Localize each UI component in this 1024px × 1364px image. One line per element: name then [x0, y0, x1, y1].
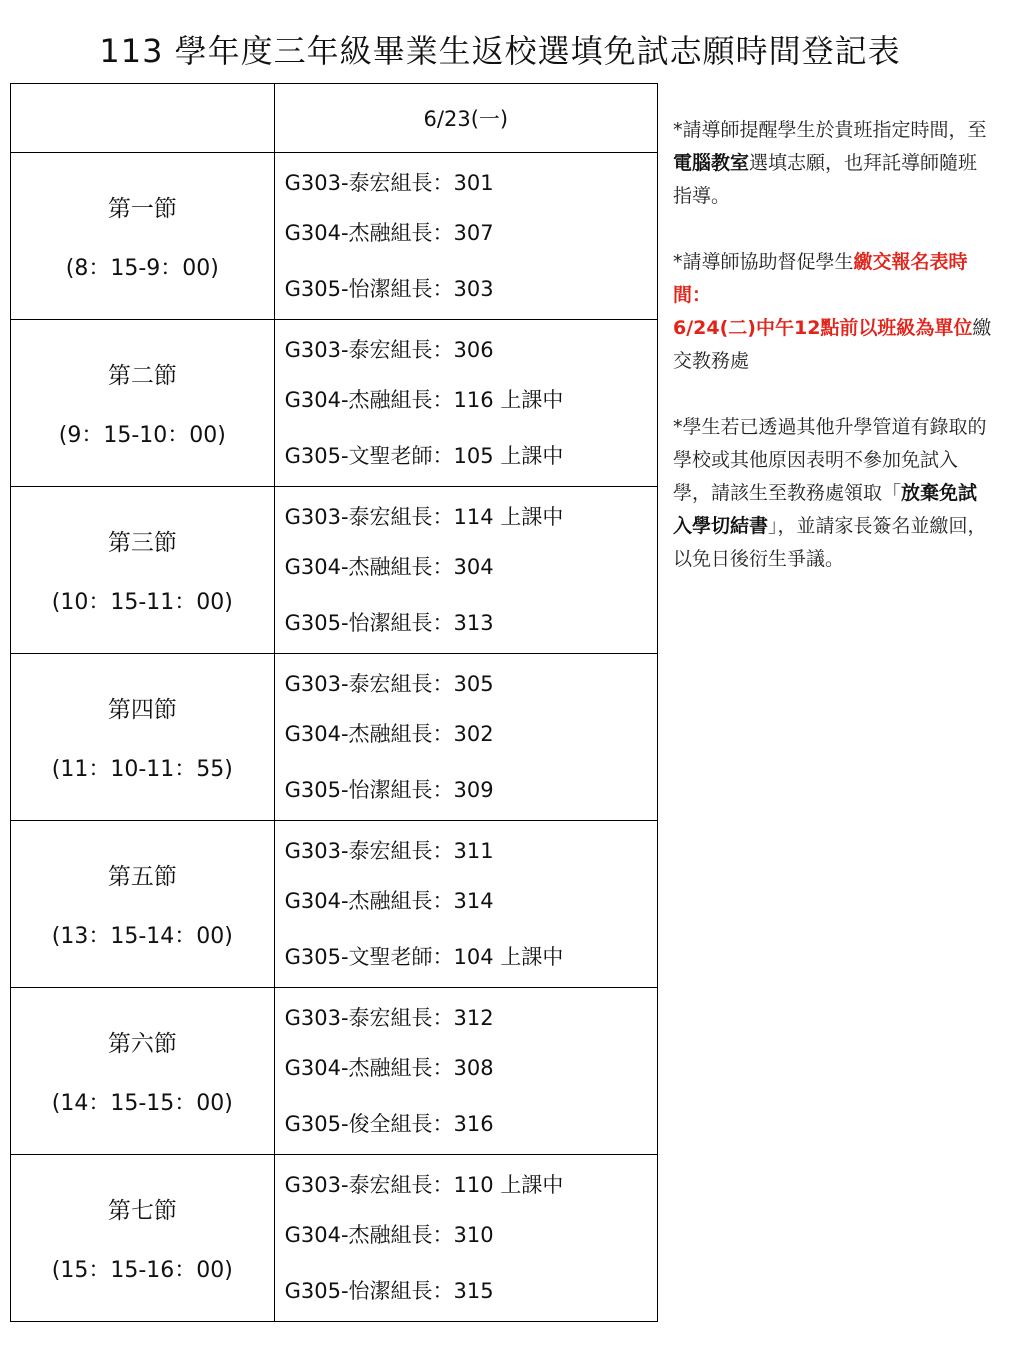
period-cell	[11, 153, 275, 320]
note2-red-deadline: 6/24(二)中午12點前以班級為單位	[673, 317, 973, 339]
table-row	[11, 153, 658, 320]
assignment-line: G305-怡潔組長：303	[284, 277, 494, 301]
note3-text-a: *學生若已透過其他升學管道有錄取的學校或其他原因表明不參加免試入學，請該生至教務處領取「	[673, 416, 987, 504]
note-abandon-statement	[673, 411, 995, 576]
notes-panel	[673, 114, 995, 609]
assignment-cell	[274, 487, 657, 654]
period-time: (8：15-9：00)	[65, 256, 219, 281]
assignment-cell	[274, 654, 657, 821]
header-date: 6/23(一)	[274, 84, 657, 153]
period-cell	[11, 1155, 275, 1322]
assignment-line: G304-杰融組長：307	[284, 221, 494, 245]
period-cell	[11, 320, 275, 487]
assignment-cell	[274, 320, 657, 487]
assignment-line: G305-怡潔組長：315	[284, 1279, 494, 1303]
assignment-line: G303-泰宏組長：311	[284, 839, 494, 863]
assignment-cell	[274, 1155, 657, 1322]
table-header-row	[11, 84, 658, 153]
period-time: (13：15-14：00)	[51, 924, 233, 949]
note-computer-room	[673, 114, 995, 213]
period-cell	[11, 988, 275, 1155]
page-title: 113 學年度三年級畢業生返校選填免試志願時間登記表	[99, 32, 901, 70]
period-name: 第五節	[107, 864, 177, 890]
assignment-line: G304-杰融組長：308	[284, 1056, 494, 1080]
note-submission-deadline	[673, 246, 995, 378]
header-empty-cell	[11, 84, 275, 153]
period-cell	[11, 654, 275, 821]
period-name: 第二節	[107, 363, 177, 389]
note3-highlight: 放棄免試入學切結書	[673, 482, 978, 537]
period-name: 第一節	[107, 196, 177, 222]
period-time: (15：15-16：00)	[51, 1258, 233, 1283]
period-cell	[11, 821, 275, 988]
table-row	[11, 654, 658, 821]
note1-highlight: 電腦教室	[673, 152, 750, 174]
assignment-line: G303-泰宏組長：312	[284, 1006, 494, 1030]
assignment-line: G304-杰融組長：304	[284, 555, 494, 579]
assignment-cell	[274, 821, 657, 988]
assignment-line: G305-文聖老師：105 上課中	[284, 444, 564, 468]
assignment-cell	[274, 153, 657, 320]
period-name: 第七節	[107, 1198, 177, 1224]
assignment-line: G303-泰宏組長：114 上課中	[284, 505, 564, 529]
note3-text-c: 」，並請家長簽名並繳回，以免日後衍生爭議。	[673, 515, 987, 570]
period-time: (10：15-11：00)	[51, 590, 233, 615]
assignment-line: G304-杰融組長：314	[284, 889, 494, 913]
period-name: 第三節	[107, 530, 177, 556]
schedule-table	[10, 83, 658, 1322]
assignment-line: G303-泰宏組長：305	[284, 672, 494, 696]
table-row	[11, 1155, 658, 1322]
assignment-line: G303-泰宏組長：110 上課中	[284, 1173, 564, 1197]
note2-text-a: *請導師協助督促學生	[673, 251, 854, 273]
assignment-line: G305-俊全組長：316	[284, 1112, 494, 1136]
period-name: 第四節	[107, 697, 177, 723]
assignment-line: G304-杰融組長：116 上課中	[284, 388, 564, 412]
table-row	[11, 487, 658, 654]
note2-text-d: 繳交教務處	[673, 317, 992, 372]
period-name: 第六節	[107, 1031, 177, 1057]
assignment-line: G304-杰融組長：310	[284, 1223, 494, 1247]
assignment-line: G305-文聖老師：104 上課中	[284, 945, 564, 969]
note2-red-label: 繳交報名表時間：	[673, 251, 968, 306]
table-row	[11, 320, 658, 487]
note1-text-c: 選填志願，也拜託導師隨班指導。	[673, 152, 978, 207]
table-row	[11, 988, 658, 1155]
assignment-cell	[274, 988, 657, 1155]
assignment-line: G304-杰融組長：302	[284, 722, 494, 746]
table-row	[11, 821, 658, 988]
assignment-line: G305-怡潔組長：313	[284, 611, 494, 635]
note1-text-a: *請導師提醒學生於貴班指定時間，至	[673, 119, 987, 141]
period-time: (14：15-15：00)	[51, 1091, 233, 1116]
period-time: (11：10-11：55)	[51, 757, 233, 782]
period-cell	[11, 487, 275, 654]
assignment-line: G303-泰宏組長：301	[284, 171, 494, 195]
assignment-line: G303-泰宏組長：306	[284, 338, 494, 362]
period-time: (9：15-10：00)	[58, 423, 226, 448]
assignment-line: G305-怡潔組長：309	[284, 778, 494, 802]
